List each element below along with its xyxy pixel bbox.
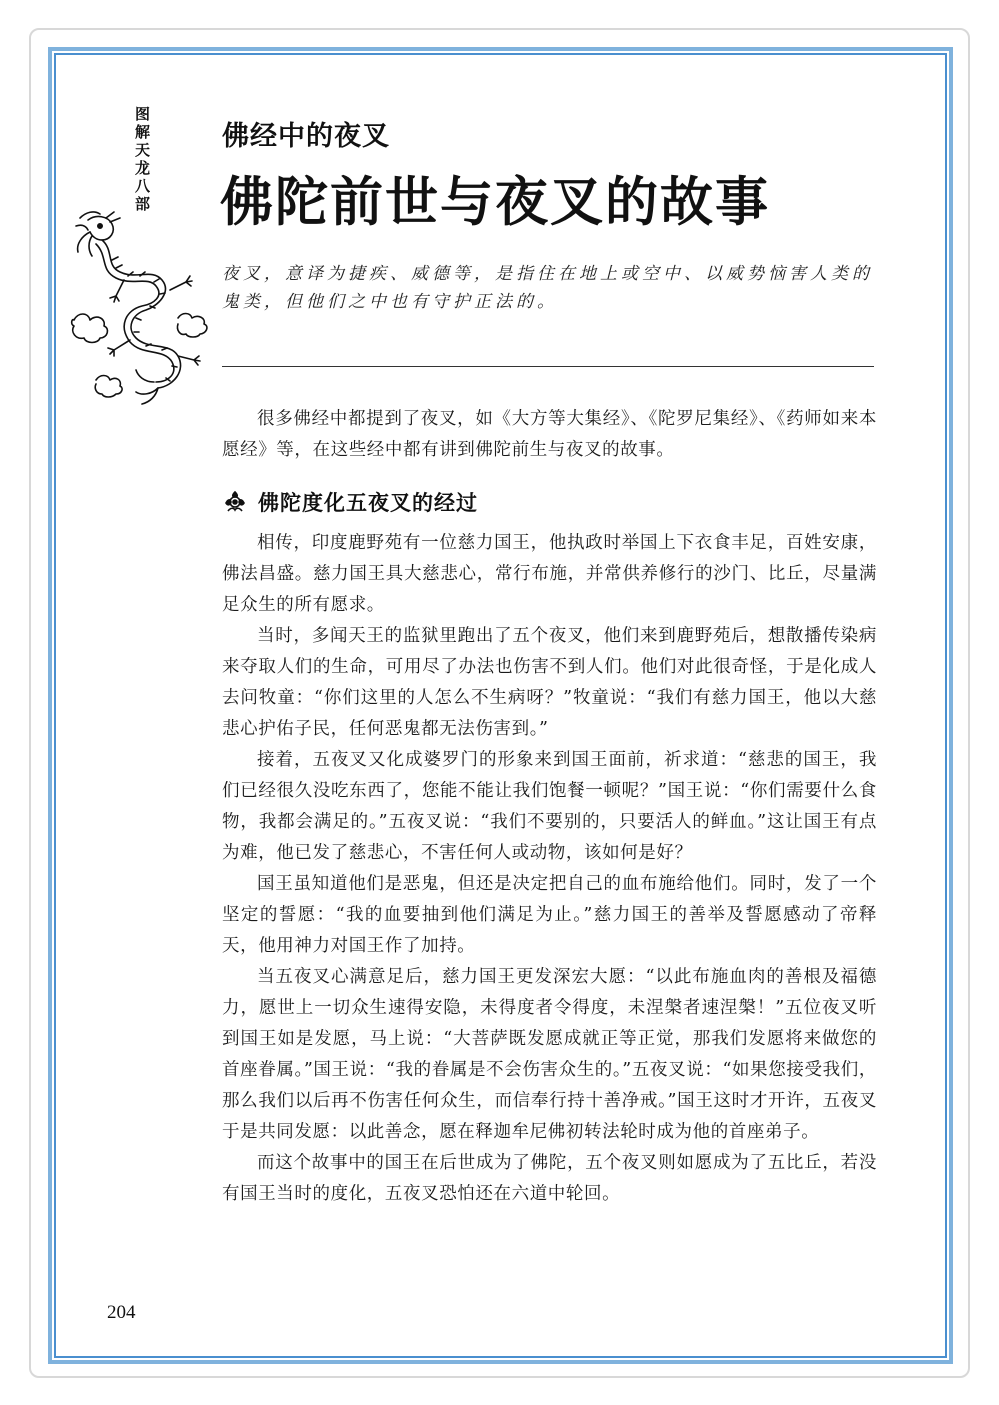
opening-paragraph-block bbox=[222, 404, 877, 466]
dragon-illustration bbox=[66, 210, 216, 410]
section-heading-text: 佛陀度化五夜叉的经过 bbox=[258, 491, 478, 515]
section-heading bbox=[222, 487, 478, 517]
body-paragraph: 国王虽知道他们是恶鬼，但还是决定把自己的血布施给他们。同时，发了一个坚定的誓愿：“我的血要抽到他们满足为止。”慈力国王的善举及誓愿感动了帝释天，他用神力对国王作了加持。 bbox=[222, 874, 877, 956]
body-paragraph: 接着，五夜叉又化成婆罗门的形象来到国王面前，祈求道：“慈悲的国王，我们已经很久没吃东西了，您能不能让我们饱餐一顿呢？”国王说：“你们需要什么食物，我都会满足的。”五夜叉说：“我们不要别的，只要活人的鲜血。”这让国王有点为难，他已发了慈悲心，不害任何人或动物，该如何是好？ bbox=[222, 750, 877, 863]
chapter-kicker: 佛经中的夜叉 bbox=[222, 121, 390, 152]
body-paragraph: 相传，印度鹿野苑有一位慈力国王，他执政时举国上下衣食丰足，百姓安康，佛法昌盛。慈力国王具大慈悲心，常行布施，并常供养修行的沙门、比丘，尽量满足众生的所有愿求。 bbox=[222, 533, 877, 615]
page-title: 佛陀前世与夜叉的故事 bbox=[220, 172, 770, 233]
body-paragraph: 当时，多闻天王的监狱里跑出了五个夜叉，他们来到鹿野苑后，想散播传染病来夺取人们的生命，可用尽了办法也伤害不到人们。他们对此很奇怪，于是化成人去问牧童：“你们这里的人怎么不生病呀？”牧童说：“我们有慈力国王，他以大慈悲心护佑子民，任何恶鬼都无法伤害到。” bbox=[222, 626, 877, 739]
lotus-ornament-icon bbox=[222, 489, 248, 515]
page-number: 204 bbox=[107, 1302, 136, 1323]
side-book-title: 图解天龙八部 bbox=[133, 106, 151, 214]
body-paragraph: 很多佛经中都提到了夜叉，如《大方等大集经》、《陀罗尼集经》、《药师如来本愿经》等，在这些经中都有讲到佛陀前生与夜叉的故事。 bbox=[222, 409, 877, 460]
divider-line bbox=[222, 366, 874, 367]
body-paragraph: 当五夜叉心满意足后，慈力国王更发深宏大愿：“以此布施血肉的善根及福德力，愿世上一切众生速得安隐，未得度者令得度，未涅槃者速涅槃！”五位夜叉听到国王如是发愿，马上说：“大菩萨既发愿成就正等正觉，那我们发愿将来做您的首座眷属。”国王说：“我的眷属是不会伤害众生的。”五夜叉说：“如果您接受我们，那么我们以后再不伤害任何众生，而信奉行持十善净戒。”国王这时才开许，五夜叉于是共同发愿：以此善念，愿在释迦牟尼佛初转法轮时成为他的首座弟子。 bbox=[222, 967, 877, 1142]
story-paragraphs bbox=[222, 528, 877, 1210]
body-paragraph: 而这个故事中的国王在后世成为了佛陀，五个夜叉则如愿成为了五比丘，若没有国王当时的度化，五夜叉恐怕还在六道中轮回。 bbox=[222, 1153, 877, 1204]
intro-summary: 夜叉，意译为捷疾、威德等，是指住在地上或空中、以威势恼害人类的鬼类，但他们之中也有守护正法的。 bbox=[222, 264, 873, 312]
